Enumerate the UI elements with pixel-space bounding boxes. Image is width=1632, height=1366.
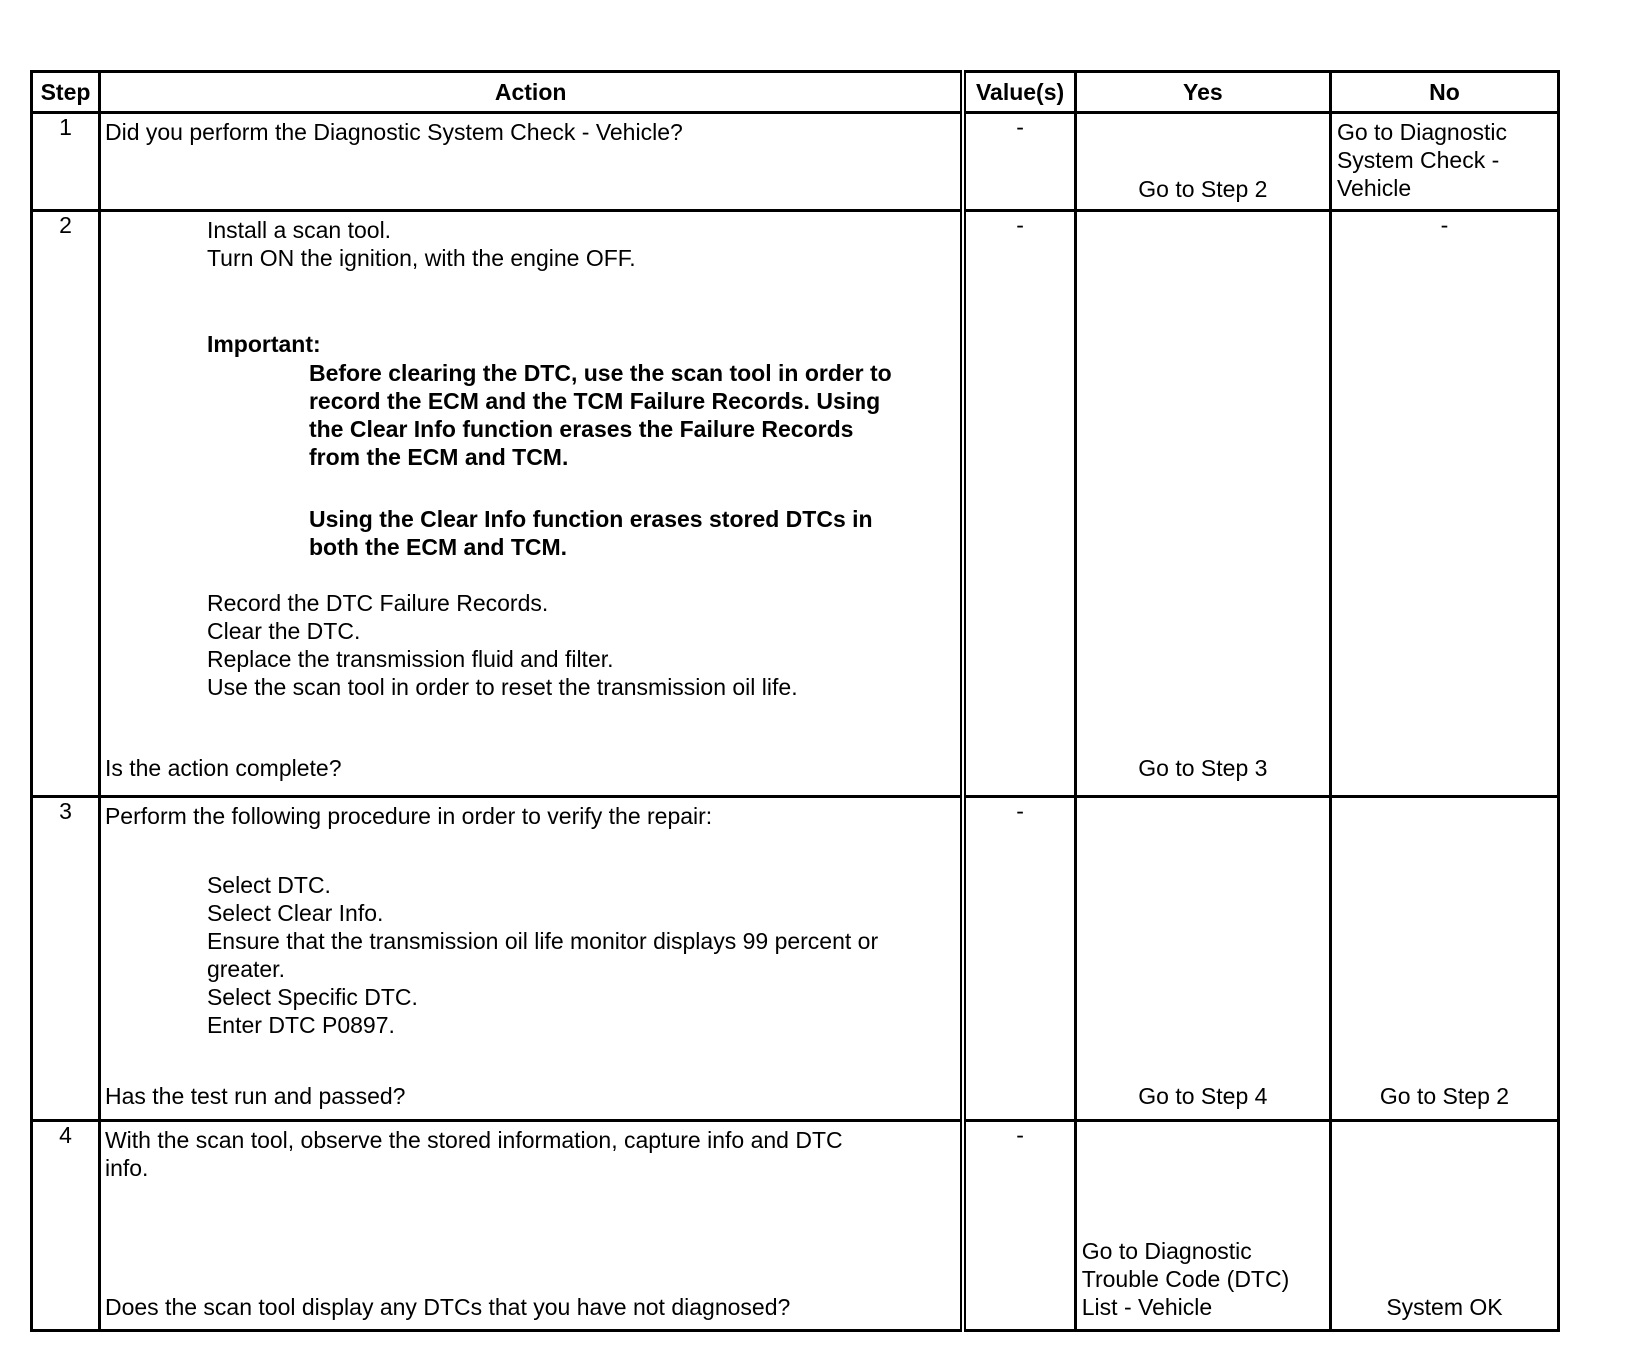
important-note: Using the Clear Info function erases stored DTCs in both the ECM and TCM.: [308, 506, 873, 561]
value-cell: -: [963, 211, 1075, 797]
instruction-item: Install a scan tool.: [206, 217, 392, 244]
procedure-item: greater.: [206, 955, 285, 982]
procedure-item: Select DTC.: [206, 871, 331, 898]
action-question: Is the action complete?: [104, 755, 342, 782]
step-number: 2: [32, 211, 100, 797]
no-cell: -: [1330, 211, 1558, 797]
action-intro: With the scan tool, observe the stored information, capture info and DTC info.: [104, 1127, 843, 1182]
procedure-item: Select Specific DTC.: [206, 983, 418, 1010]
procedure-list: [207, 871, 878, 1039]
no-cell: [1330, 113, 1558, 211]
step-number: 4: [32, 1121, 100, 1331]
yes-link[interactable]: Go to Step 4: [1138, 1082, 1268, 1109]
table-row: [32, 211, 1559, 797]
table-row: [32, 113, 1559, 211]
action-cell: [99, 1121, 963, 1331]
no-cell: [1330, 796, 1558, 1120]
instruction-list: [207, 216, 636, 272]
header-no: No: [1330, 72, 1558, 113]
procedure-item: Enter DTC P0897.: [206, 1011, 395, 1038]
procedure-item: Clear the DTC.: [206, 618, 361, 645]
no-link[interactable]: Go to Step 2: [1379, 1082, 1510, 1109]
diagnostic-table: [30, 70, 1560, 1332]
no-link[interactable]: Go to Diagnostic System Check - Vehicle: [1336, 119, 1507, 201]
instruction-item: Turn ON the ignition, with the engine OFF.: [206, 245, 636, 272]
procedure-item: Ensure that the transmission oil life monitor displays 99 percent or: [206, 927, 879, 954]
important-note: Before clearing the DTC, use the scan tool in order to record the ECM and the TCM Failure Records. Using the Clear Info function erases the Failure Records from the ECM and TCM.: [308, 360, 892, 471]
table-row: [32, 796, 1559, 1120]
action-cell: [99, 796, 963, 1120]
value-cell: -: [963, 113, 1075, 211]
action-text: Did you perform the Diagnostic System Check - Vehicle?: [104, 119, 683, 145]
procedure-item: Select Clear Info.: [206, 899, 384, 926]
header-row: [32, 72, 1559, 113]
action-question: Does the scan tool display any DTCs that you have not diagnosed?: [104, 1294, 791, 1321]
header-yes: Yes: [1075, 72, 1330, 113]
procedure-item: Use the scan tool in order to reset the transmission oil life.: [206, 674, 798, 701]
yes-cell: [1075, 796, 1330, 1120]
yes-cell: [1075, 211, 1330, 797]
important-label: Important:: [206, 331, 321, 358]
value-cell: -: [963, 796, 1075, 1120]
yes-link[interactable]: Go to Diagnostic Trouble Code (DTC) List - Vehicle: [1081, 1238, 1290, 1321]
step-number: 3: [32, 796, 100, 1120]
value-cell: -: [963, 1121, 1075, 1331]
action-cell: [99, 211, 963, 797]
table-row: [32, 1121, 1559, 1331]
procedure-item: Replace the transmission fluid and filter.: [206, 646, 614, 673]
action-question: Has the test run and passed?: [104, 1082, 406, 1109]
no-link[interactable]: System OK: [1386, 1294, 1503, 1321]
step-number: 1: [32, 113, 100, 211]
header-action: Action: [99, 72, 963, 113]
procedure-item: Record the DTC Failure Records.: [206, 590, 549, 617]
action-intro: Perform the following procedure in order to verify the repair:: [104, 802, 713, 829]
procedure-list: [207, 589, 798, 701]
action-cell: [99, 113, 963, 211]
no-cell: [1330, 1121, 1558, 1331]
header-values: Value(s): [963, 72, 1075, 113]
yes-link[interactable]: Go to Step 2: [1138, 176, 1268, 202]
yes-cell: [1075, 1121, 1330, 1331]
yes-link[interactable]: Go to Step 3: [1138, 755, 1268, 782]
yes-cell: [1075, 113, 1330, 211]
header-step: Step: [32, 72, 100, 113]
